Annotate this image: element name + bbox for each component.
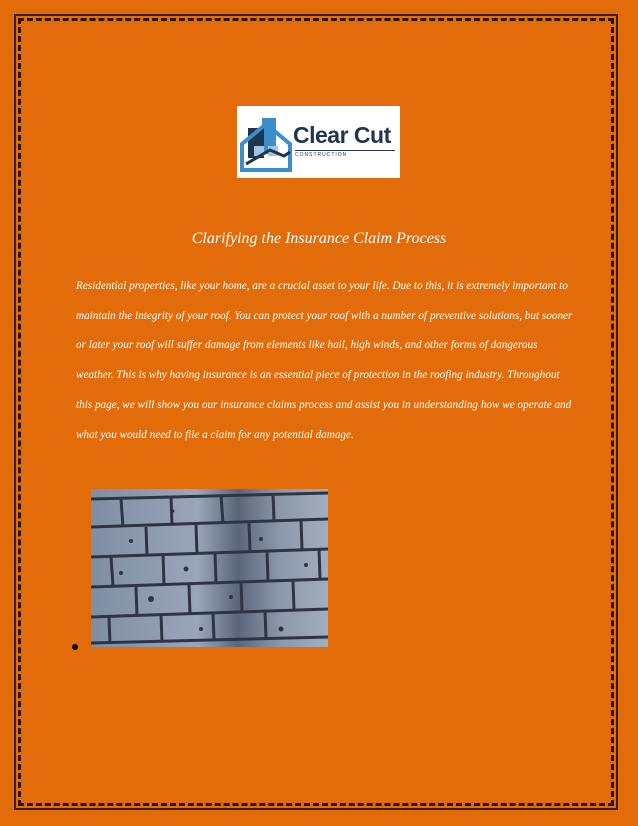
house-logo-icon	[240, 114, 292, 172]
company-logo	[237, 106, 400, 178]
logo-company-name: Clear Cut	[293, 122, 391, 148]
page-title: Clarifying the Insurance Claim Process	[191, 230, 447, 247]
list-bullet	[72, 644, 78, 650]
logo-subtitle: CONSTRUCTION	[295, 150, 395, 158]
roof-shingles-photo	[91, 489, 328, 647]
body-paragraph: Residential properties, like your home, are a crucial asset to your life. Due to this, it is extremely important to maintain the integrity of your roof. You can protect your roof with a number of preventive solutions, but sooner or later your roof will suffer damage from elements like hail, high winds, and other forms of dangerous weather. This is why having insurance is an essential piece of protection in the roofing industry. Throughout this page, we will show you our insurance claims process and assist you in understanding how we operate and what you would need to file a claim for any potential damage.	[76, 280, 573, 441]
